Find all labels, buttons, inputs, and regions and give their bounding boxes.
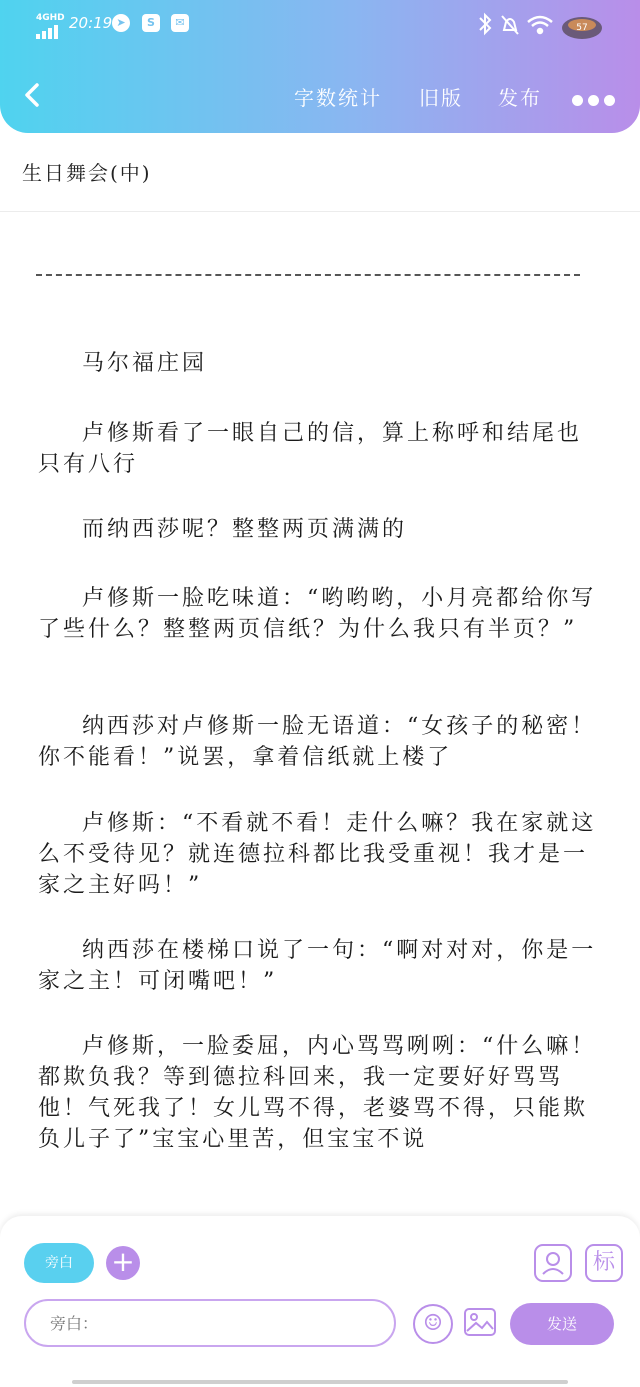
wifi-icon <box>528 17 552 33</box>
message-input[interactable] <box>24 1299 396 1347</box>
status-right-icons <box>470 10 610 40</box>
clock: 20:19 <box>69 14 113 32</box>
image-icon[interactable] <box>463 1305 497 1339</box>
chevron-left-icon[interactable] <box>20 82 46 108</box>
tag-button[interactable]: 标 <box>585 1244 623 1282</box>
composer-panel <box>0 1216 640 1387</box>
home-indicator[interactable] <box>72 1380 568 1384</box>
signal-icon <box>36 25 60 39</box>
document-title[interactable]: 生日舞会(中) <box>22 161 152 185</box>
paragraph: 纳西莎对卢修斯一脸无语道：“女孩子的秘密！你不能看！”说罢，拿着信纸就上楼了 <box>38 714 597 770</box>
header <box>0 0 640 133</box>
network-type: 4GHD <box>36 13 65 23</box>
paragraph: 卢修斯：“不看就不看！走什么嘛？我在家就这么不受待见？就连德拉科都比我受重视！我才是一家之主好吗！” <box>38 811 597 898</box>
role-button[interactable]: 旁白 <box>24 1243 94 1283</box>
mute-icon <box>502 16 518 34</box>
message-icon: ✉ <box>171 14 189 32</box>
telegram-icon: ➤ <box>112 14 130 32</box>
contact-card-icon[interactable] <box>534 1244 572 1282</box>
paragraph: 而纳西莎呢？整整两页满满的 <box>82 517 408 542</box>
old-version-button[interactable]: 旧版 <box>419 86 463 110</box>
paragraph: 马尔福庄园 <box>82 351 208 376</box>
smiley-icon[interactable]: ☺ <box>413 1304 453 1344</box>
paragraph: 卢修斯看了一眼自己的信，算上称呼和结尾也只有八行 <box>38 421 583 477</box>
more-dots-icon[interactable] <box>572 91 620 110</box>
bluetooth-icon <box>480 15 490 33</box>
paragraph: 卢修斯一脸吃味道：“哟哟哟，小月亮都给你写了些什么？整整两页信纸？为什么我只有半页？” <box>38 586 597 642</box>
section-divider <box>36 274 580 276</box>
plus-icon[interactable]: + <box>106 1246 140 1280</box>
battery-icon <box>562 17 602 39</box>
word-count-button[interactable]: 字数统计 <box>294 86 382 110</box>
paragraph: 纳西莎在楼梯口说了一句：“啊对对对，你是一家之主！可闭嘴吧！” <box>38 938 597 994</box>
paragraph: 卢修斯，一脸委屈，内心骂骂咧咧：“什么嘛！都欺负我？等到德拉科回来，我一定要好好骂骂他！气死我了！女儿骂不得，老婆骂不得，只能欺负儿子了”宝宝心里苦，但宝宝不说 <box>38 1034 597 1152</box>
app-s-icon: S <box>142 14 160 32</box>
svg-text:57: 57 <box>576 23 588 33</box>
title-bar <box>0 133 640 212</box>
nav-bar <box>0 72 640 120</box>
status-bar <box>0 8 640 44</box>
publish-button[interactable]: 发布 <box>498 86 542 110</box>
story-content[interactable] <box>0 212 640 1216</box>
send-button[interactable]: 发送 <box>510 1303 614 1345</box>
